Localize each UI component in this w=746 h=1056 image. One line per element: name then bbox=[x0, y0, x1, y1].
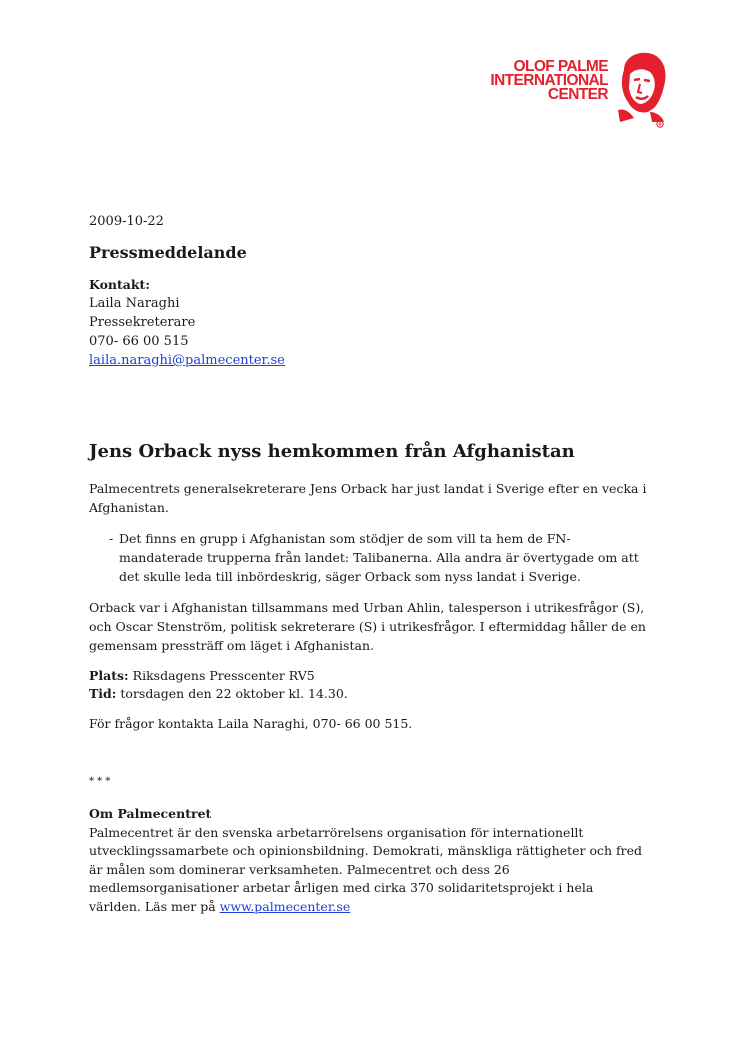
place-value: Riksdagens Presscenter RV5 bbox=[132, 668, 315, 683]
logo-line-2: INTERNATIONAL bbox=[490, 72, 608, 89]
contact-email-link[interactable]: laila.naraghi@palmecenter.se bbox=[89, 353, 285, 368]
quote-dash: - bbox=[109, 531, 114, 546]
section-separator: * * * bbox=[89, 776, 111, 787]
logo-text bbox=[490, 60, 608, 102]
quote-text: Det finns en grupp i Afghanistan som stödjer de som vill ta hem de FN-mandaterade trupperna från landet: Talibanerna. Alla andra är övertygade om att det skulle leda till inbördeskrig, säger Orback som nyss landat i Sverige. bbox=[119, 531, 639, 584]
article-intro: Palmecentrets generalsekreterare Jens Orback har just landat i Sverige efter en vecka i Afghanistan. bbox=[89, 481, 647, 515]
contact-phone: 070- 66 00 515 bbox=[89, 334, 189, 349]
logo-line-3: CENTER bbox=[547, 86, 608, 103]
logo-line-1: OLOF PALME bbox=[513, 58, 608, 75]
article-headline: Jens Orback nyss hemkommen från Afghanistan bbox=[89, 441, 575, 462]
about-heading: Om Palmecentret bbox=[89, 806, 212, 821]
document-title: Pressmeddelande bbox=[89, 243, 247, 262]
release-date: 2009-10-22 bbox=[89, 214, 164, 229]
time-value: torsdagen den 22 oktober kl. 14.30. bbox=[120, 685, 348, 701]
time-label: Tid: bbox=[89, 685, 117, 701]
about-text: Palmecentret är den svenska arbetarrörelsens organisation för internationellt utvecklingssamarbete och opinionsbildning. Demokrati, mänskliga rättigheter och fred är målen som dominerar verksamheten. Palmecentret och dess 26 medlemsorganisationer arbetar årligen med cirka 370 solidaritetsprojekt i hela världen. Läs mer på bbox=[89, 824, 643, 914]
article-body: Orback var i Afghanistan tillsammans med Urban Ahlin, talesperson i utrikesfrågor (S), och Oscar Stenström, politisk sekreterare (S) i utrikesfrågor. I eftermiddag håller de en gemensam pressträff om läget i Afghanistan. bbox=[89, 600, 646, 653]
questions-contact: För frågor kontakta Laila Naraghi, 070- 66 00 515. bbox=[89, 716, 413, 731]
contact-name: Laila Naraghi bbox=[89, 296, 180, 311]
event-info bbox=[89, 667, 649, 702]
contact-role: Pressekreterare bbox=[89, 315, 196, 330]
place-label: Plats: bbox=[89, 668, 129, 683]
about-section bbox=[89, 805, 649, 916]
palme-portrait-icon bbox=[610, 50, 670, 130]
olof-palme-logo bbox=[470, 50, 680, 132]
contact-block bbox=[89, 275, 649, 370]
article-quote bbox=[89, 529, 649, 586]
document-body bbox=[89, 212, 649, 916]
contact-label: Kontakt: bbox=[89, 277, 150, 292]
website-link[interactable]: www.palmecenter.se bbox=[219, 898, 351, 914]
